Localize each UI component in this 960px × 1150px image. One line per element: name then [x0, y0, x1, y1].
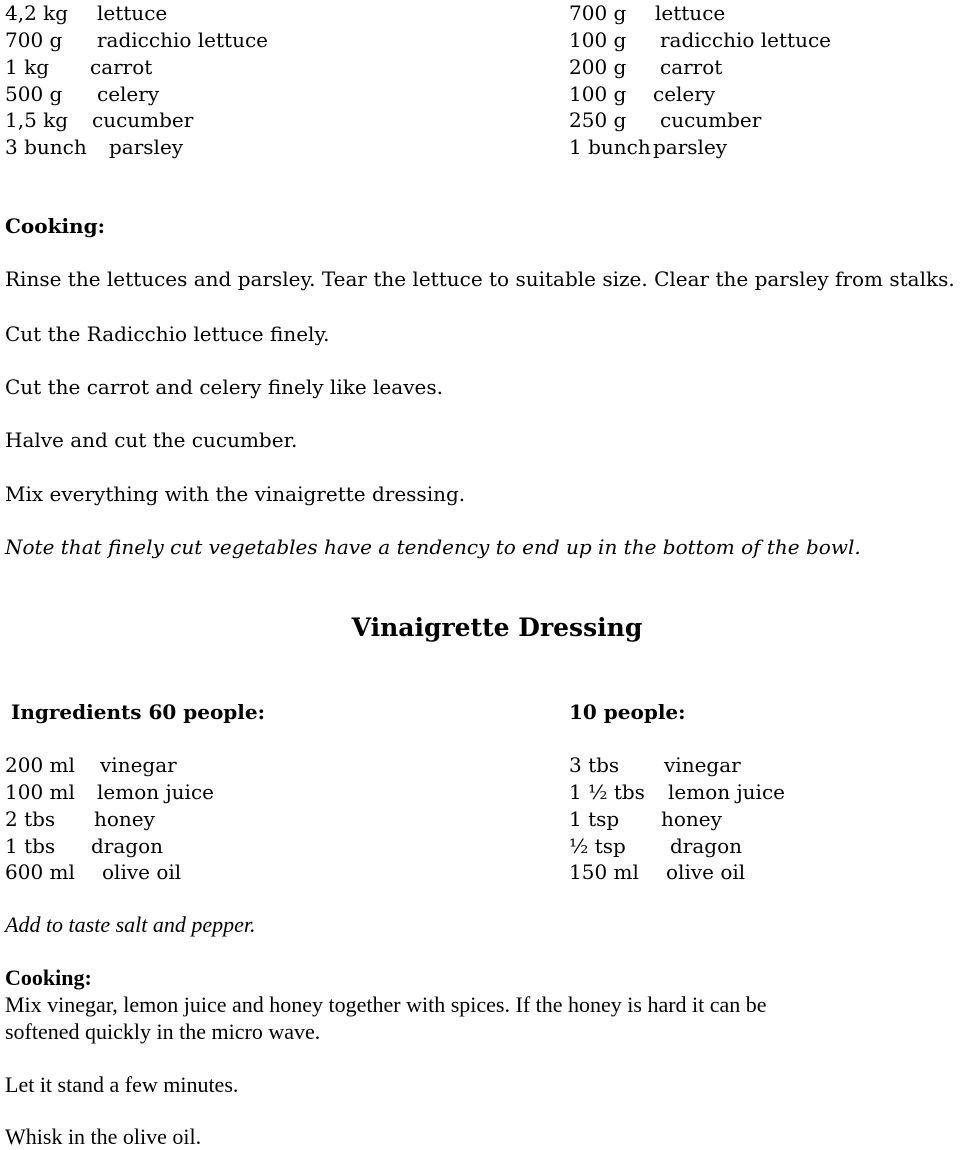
ingredient-item: radicchio lettuce	[97, 28, 268, 52]
ingredient-item: lemon juice	[97, 780, 214, 804]
ingredient-item: vinegar	[664, 753, 741, 777]
ingredient-item: dragon	[91, 834, 164, 858]
taste-note: Add to taste salt and pepper.	[5, 912, 256, 937]
ingredient-item: honey	[94, 807, 155, 831]
ingredient-qty: 700 g	[569, 1, 627, 25]
ingredient-qty: 3 tbs	[569, 753, 620, 777]
ingredient-item: parsley	[109, 135, 184, 159]
cooking-step: Halve and cut the cucumber.	[5, 428, 298, 452]
ingredient-item: olive oil	[102, 860, 182, 884]
cooking-heading: Cooking:	[5, 214, 105, 238]
ingredient-qty: 3 bunch	[5, 135, 87, 159]
ingredient-qty: 250 g	[569, 108, 627, 132]
ingredient-qty: 100 g	[569, 28, 627, 52]
cooking-note: Note that finely cut vegetables have a tendency to end up in the bottom of the bowl.	[5, 535, 861, 559]
ingredient-qty: 150 ml	[569, 860, 639, 884]
ingredient-qty: 500 g	[5, 82, 63, 106]
ingredient-item: carrot	[90, 55, 153, 79]
ingredient-item: radicchio lettuce	[660, 28, 831, 52]
ingredient-item: cucumber	[660, 108, 762, 132]
ingredient-item: vinegar	[100, 753, 177, 777]
ingredient-item: celery	[653, 82, 716, 106]
ingredient-qty: 100 ml	[5, 780, 75, 804]
ingredients-header-60: Ingredients 60 people:	[11, 700, 265, 724]
ingredient-qty: 200 g	[569, 55, 627, 79]
cooking-step: Mix everything with the vinaigrette dressing.	[5, 482, 466, 506]
ingredient-qty: 1 kg	[5, 55, 50, 79]
ingredients-header-10: 10 people:	[569, 700, 686, 724]
ingredient-item: lettuce	[655, 1, 726, 25]
section-title: Vinaigrette Dressing	[351, 613, 643, 642]
cooking-step: Cut the carrot and celery finely like leaves.	[5, 375, 443, 399]
ingredient-qty: 600 ml	[5, 860, 75, 884]
ingredient-item: honey	[661, 807, 722, 831]
cooking-step: Cut the Radicchio lettuce finely.	[5, 322, 330, 346]
cooking-step: Mix vinegar, lemon juice and honey together with spices. If the honey is hard it can be	[5, 992, 767, 1017]
ingredient-item: carrot	[660, 55, 723, 79]
ingredient-item: olive oil	[666, 860, 746, 884]
ingredient-item: cucumber	[92, 108, 194, 132]
ingredient-item: celery	[97, 82, 160, 106]
cooking-step: Rinse the lettuces and parsley. Tear the lettuce to suitable size. Clear the parsley from stalks.	[5, 267, 955, 291]
ingredient-qty: 100 g	[569, 82, 627, 106]
ingredient-qty: 1,5 kg	[5, 108, 69, 132]
cooking-step: Whisk in the olive oil.	[5, 1124, 202, 1149]
cooking-step: softened quickly in the micro wave.	[5, 1019, 321, 1044]
ingredient-qty: 1 tbs	[5, 834, 56, 858]
ingredient-qty: 2 tbs	[5, 807, 56, 831]
ingredient-item: dragon	[670, 834, 743, 858]
ingredient-qty: 200 ml	[5, 753, 75, 777]
ingredient-qty: 1 bunch	[569, 135, 651, 159]
ingredient-qty: 700 g	[5, 28, 63, 52]
ingredient-qty: 1 tsp	[569, 807, 620, 831]
ingredient-item: lettuce	[97, 1, 168, 25]
ingredient-qty: ½ tsp	[569, 834, 626, 858]
ingredient-qty: 4,2 kg	[5, 1, 69, 25]
ingredient-qty: 1 ½ tbs	[569, 780, 645, 804]
cooking-step: Let it stand a few minutes.	[5, 1072, 239, 1097]
cooking-heading: Cooking:	[5, 965, 92, 990]
ingredient-item: lemon juice	[668, 780, 785, 804]
ingredient-item: parsley	[653, 135, 728, 159]
